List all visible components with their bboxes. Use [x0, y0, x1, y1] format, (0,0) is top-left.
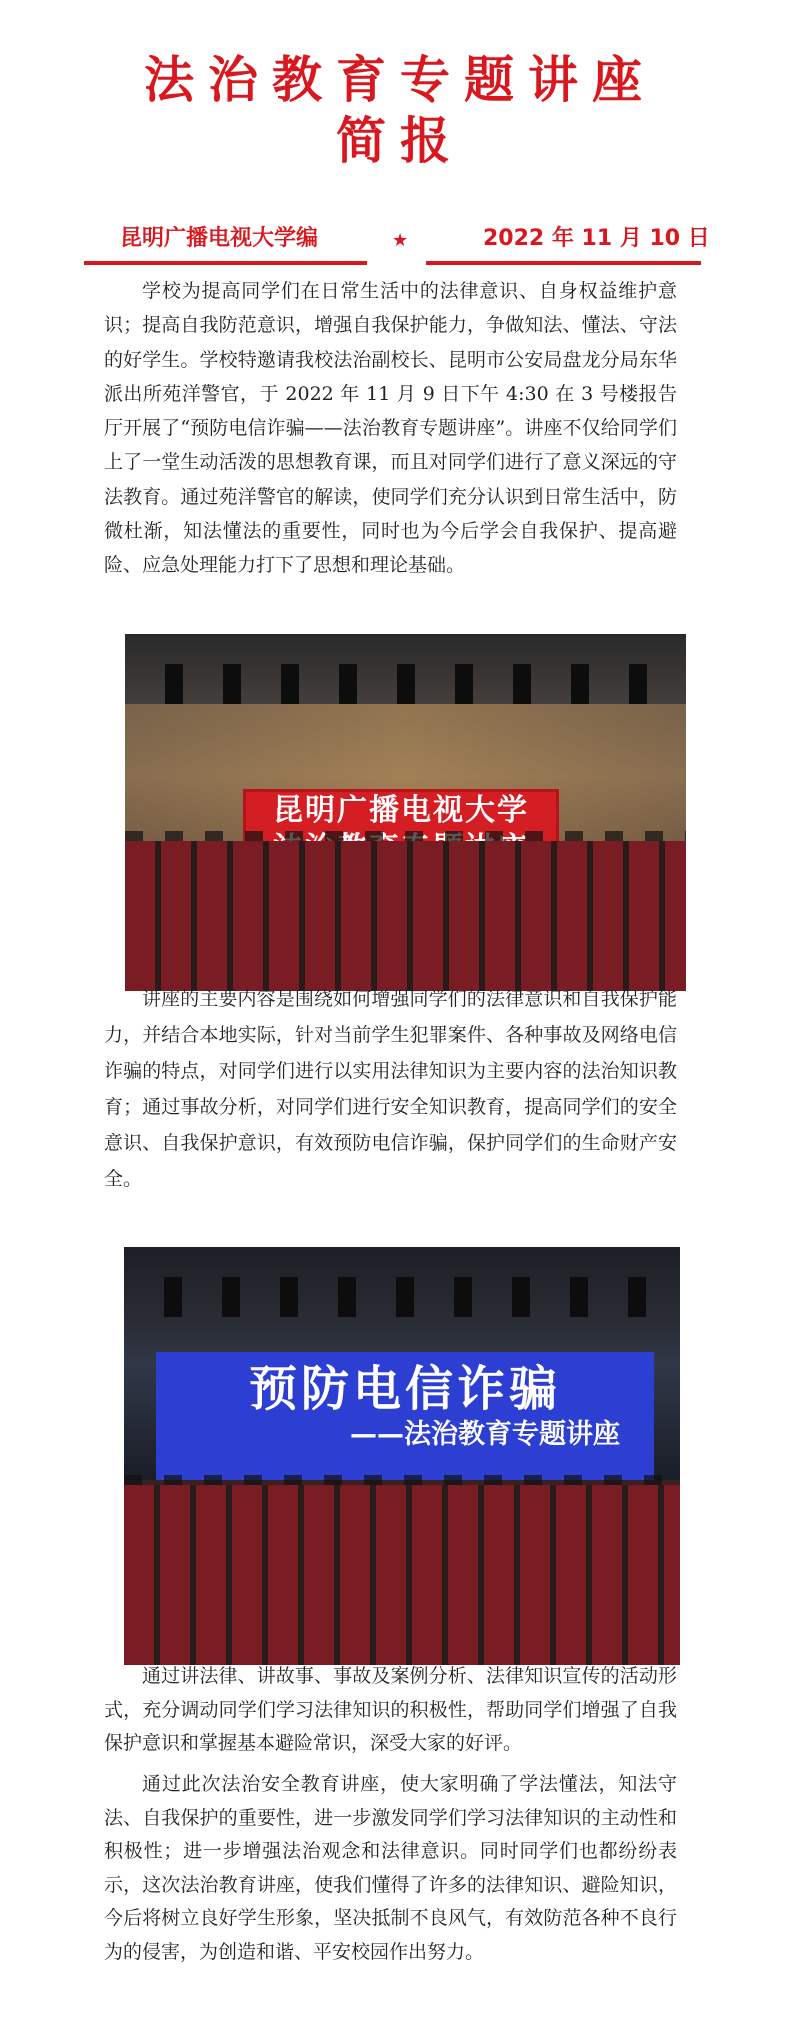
screen-title: 预防电信诈骗 [248, 1361, 561, 1417]
header-rule-left [84, 261, 367, 265]
star-icon: ★ [392, 230, 409, 251]
projection-screen [156, 1352, 654, 1480]
auditorium-seats [124, 1485, 680, 1665]
screen-subtitle: ——法治教育专题讲座 [350, 1419, 620, 1450]
auditorium-seats [125, 841, 686, 991]
paragraph-intro: 学校为提高同学们在日常生活中的法律意识、自身权益维护意识；提高自我防范意识，增强自我保护能力，争做知法、懂法、守法的好学生。学校特邀请我校法治副校长、昆明市公安局盘龙分局东华派出所苑洋警官，于 2022 年 11 月 9 日下午 4:30 在 3 号楼报告厅开展了“预防电信诈骗——法治教育专题讲座”。讲座不仅给同学们上了一堂生动活泼的思想教育课，而且对同学们进行了意义深远的守法教育。通过苑洋警官的解读，使同学们充分认识到日常生活中，防微杜渐，知法懂法的重要性，同时也为今后学会自我保护、提高避险、应急处理能力打下了思想和理论基础。 [104, 280, 677, 577]
lecture-photo-1 [125, 634, 686, 991]
lecture-photo-2 [124, 1247, 680, 1665]
paragraph-activity: 通过讲法律、讲故事、事故及案例分析、法律知识宣传的活动形式，充分调动同学们学习法律知识的积极性，帮助同学们增强了自我保护意识和掌握基本避险常识，深受大家的好评。 [104, 1665, 677, 1754]
paragraph-content: 讲座的主要内容是围绕如何增强同学们的法律意识和自我保护能力，并结合本地实际，针对当前学生犯罪案件、各种事故及网络电信诈骗的特点，对同学们进行以实用法律知识为主要内容的法治知识教育；通过事故分析，对同学们进行安全知识教育，提高同学们的安全意识、自我保护意识，有效预防电信诈骗，保护同学们的生命财产安全。 [104, 988, 677, 1190]
document-title: 法治教育专题讲座 [144, 50, 656, 109]
paragraph-conclusion: 通过此次法治安全教育讲座，使大家明确了学法懂法，知法守法、自我保护的重要性，进一步激发同学们学习法律知识的主动性和积极性；进一步增强法治观念和法律意识。同时同学们也都纷纷表示，这次法治教育讲座，使我们懂得了许多的法律知识、避险知识，今后将树立良好学生形象，坚决抵制不良风气，有效防范各种不良行为的侵害，为创造和谐、平安校园作出努力。 [104, 1773, 677, 1963]
banner-line-1: 昆明广播电视大学 [273, 793, 529, 828]
header-rule-right [426, 261, 701, 265]
document-subtitle: 简报 [336, 111, 464, 170]
publisher-label: 昆明广播电视大学编 [120, 226, 319, 251]
stage-lights [125, 664, 686, 704]
date-label: 2022 年 11 月 10 日 [483, 226, 710, 251]
stage-lights [124, 1277, 680, 1317]
